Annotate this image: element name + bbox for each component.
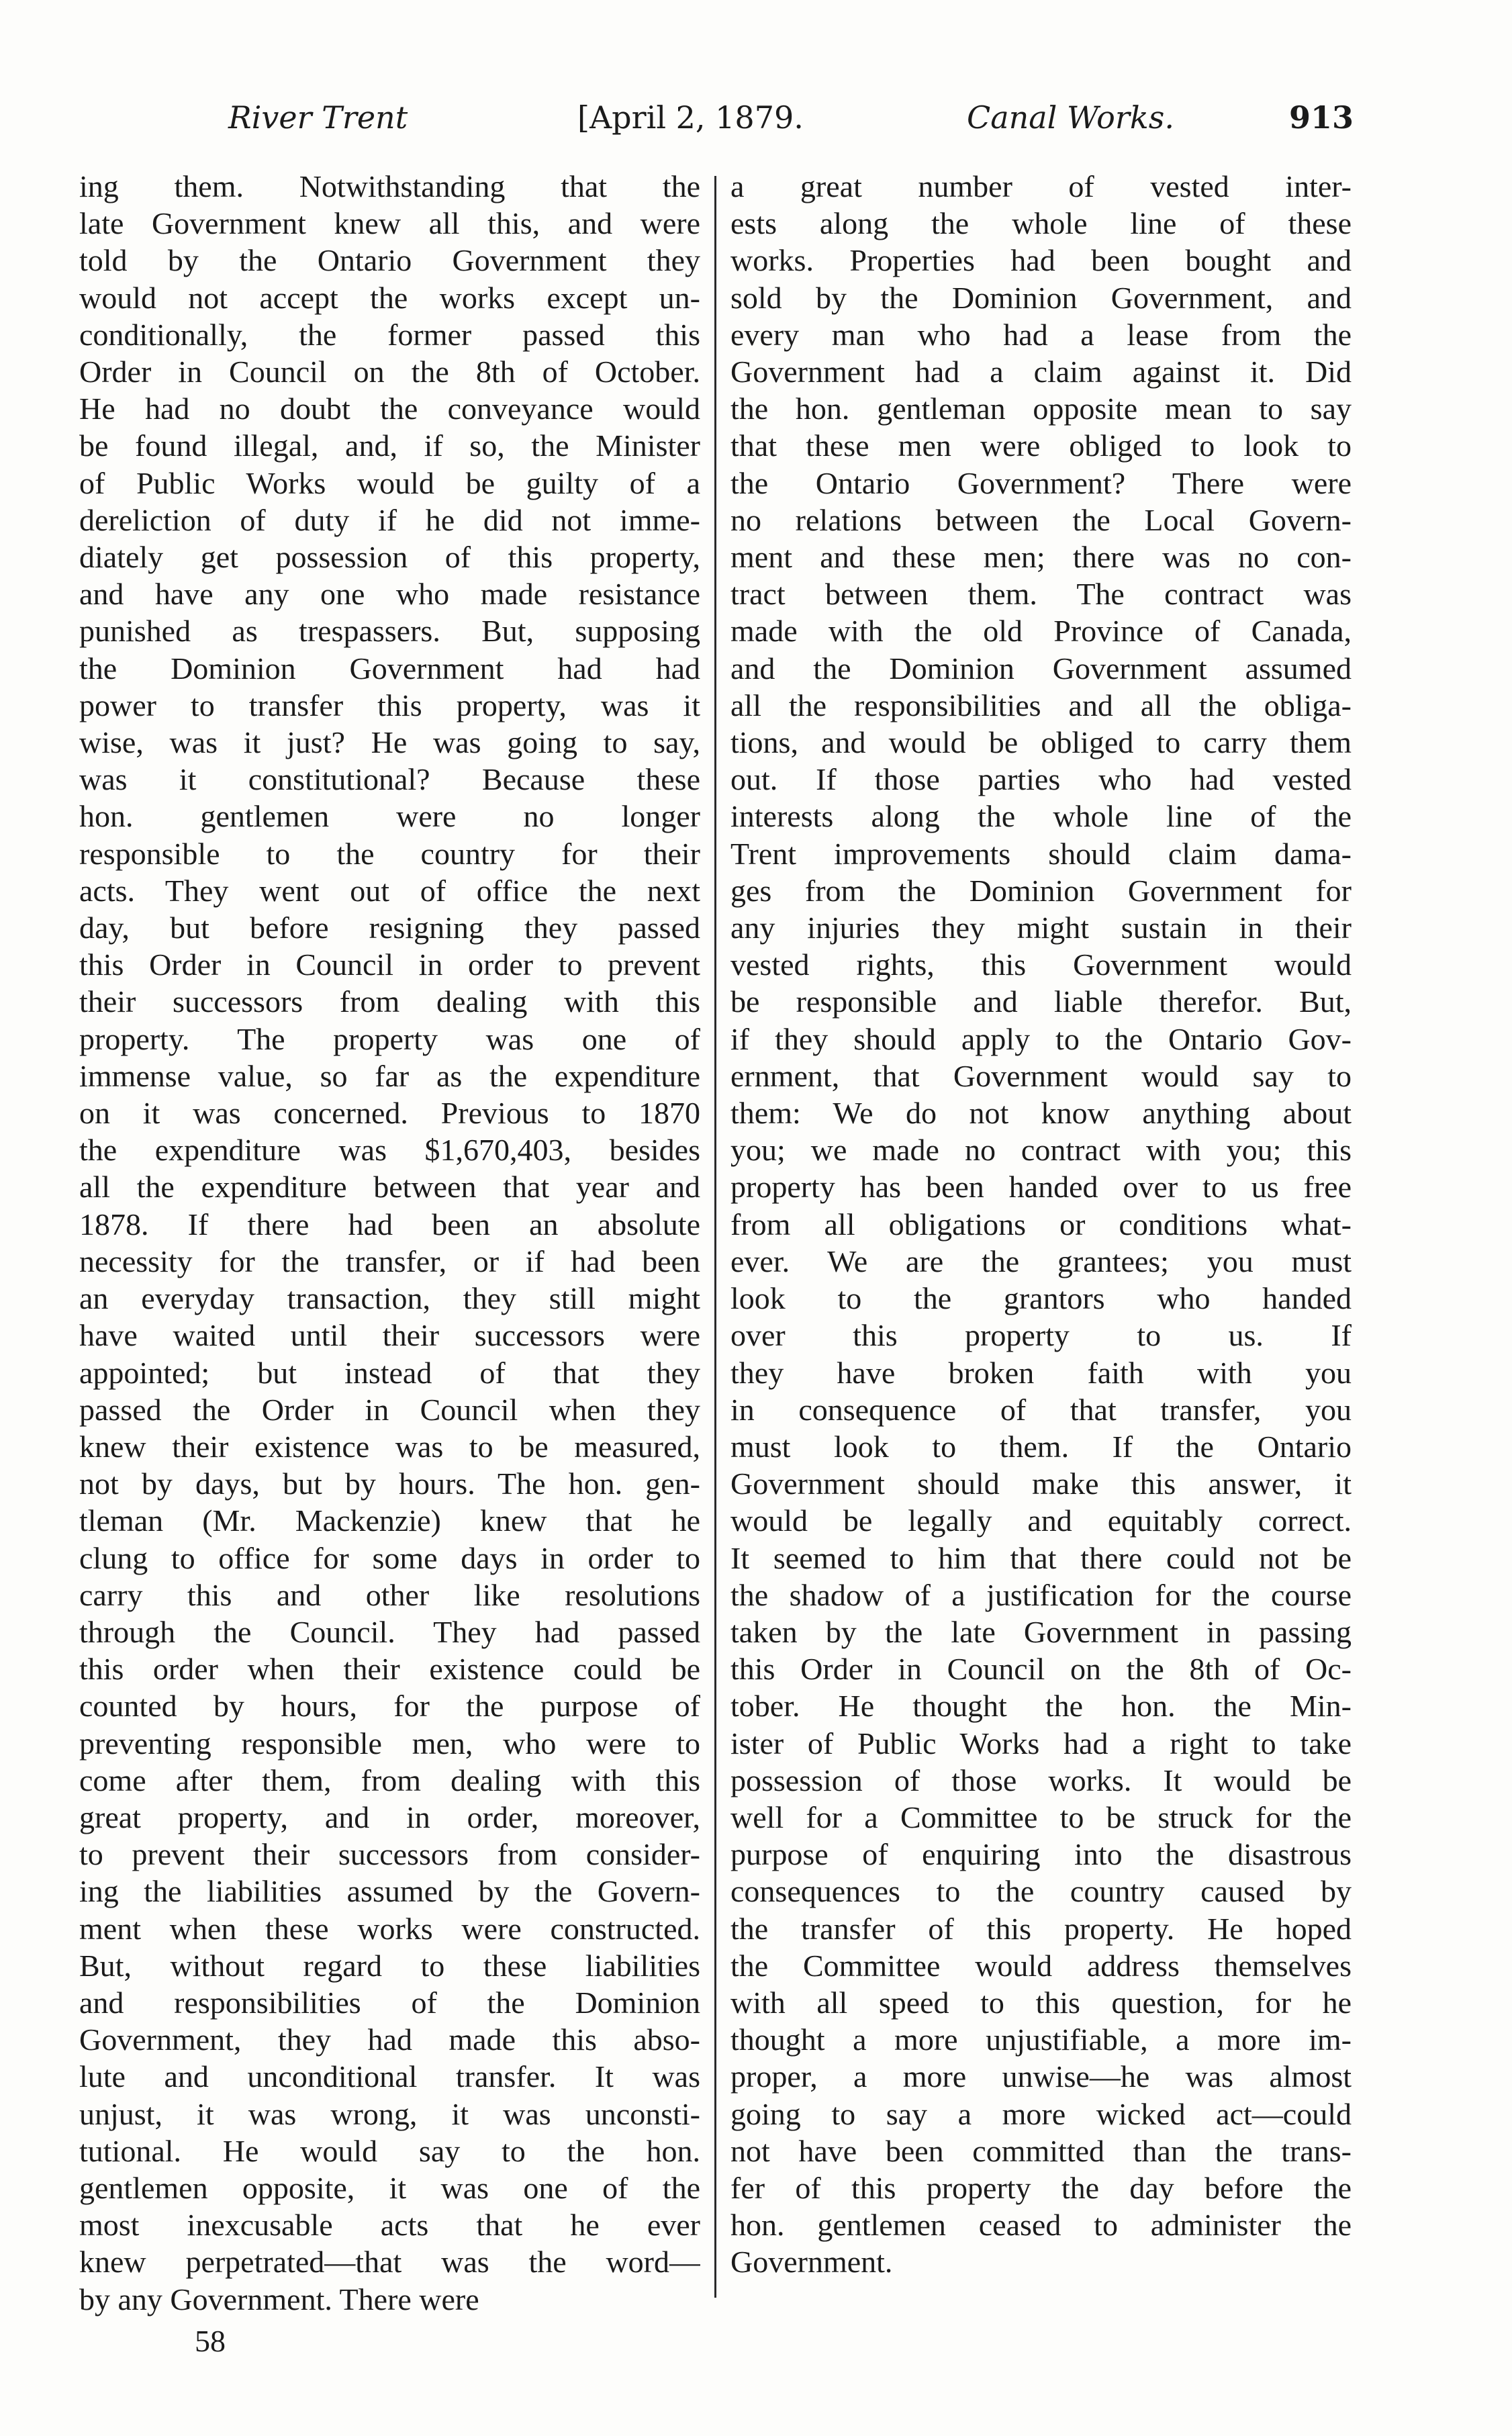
text-line: to prevent their successors from consider- bbox=[79, 1837, 700, 1872]
text-line: passed the Order in Council when they bbox=[79, 1392, 700, 1427]
text-line: responsible to the country for their bbox=[79, 836, 700, 871]
signature-folio-mark: 58 bbox=[195, 2324, 226, 2358]
text-line: ever. We are the grantees; you must bbox=[730, 1244, 1352, 1278]
text-line: But, without regard to these liabilities bbox=[79, 1948, 700, 1983]
text-line: their successors from dealing with this bbox=[79, 984, 700, 1019]
text-line: over this property to us. If bbox=[730, 1318, 1352, 1353]
text-line: necessity for the transfer, or if had been bbox=[79, 1244, 700, 1278]
text-line: the expenditure was $1,670,403, besides bbox=[79, 1133, 700, 1168]
text-line: the shadow of a justification for the course bbox=[730, 1577, 1352, 1612]
text-line: not by days, but by hours. The hon. gen- bbox=[79, 1466, 700, 1501]
text-line: have waited until their successors were bbox=[79, 1318, 700, 1353]
text-line: the hon. gentleman opposite mean to say bbox=[730, 391, 1352, 426]
text-line: would not accept the works except un- bbox=[79, 280, 700, 315]
text-line: conditionally, the former passed this bbox=[79, 317, 700, 352]
text-line: knew perpetrated—that was the word— bbox=[79, 2245, 700, 2280]
text-line: this order when their existence could be bbox=[79, 1652, 700, 1687]
page-number: 913 bbox=[1289, 99, 1354, 136]
text-line: ing the liabilities assumed by the Govern- bbox=[79, 1874, 700, 1909]
text-line: that these men were obliged to look to bbox=[730, 428, 1352, 463]
text-line: be responsible and liable therefor. But, bbox=[730, 984, 1352, 1019]
text-line: come after them, from dealing with this bbox=[79, 1763, 700, 1797]
text-line: clung to office for some days in order to bbox=[79, 1540, 700, 1575]
text-line: punished as trespassers. But, supposing bbox=[79, 614, 700, 649]
text-line: ernment, that Government would say to bbox=[730, 1058, 1352, 1093]
text-line: wise, was it just? He was going to say, bbox=[79, 725, 700, 760]
text-line: power to transfer this property, was it bbox=[79, 688, 700, 722]
text-line: in consequence of that transfer, you bbox=[730, 1392, 1352, 1427]
text-line: day, but before resigning they passed bbox=[79, 910, 700, 945]
column-divider-rule bbox=[714, 176, 716, 2298]
text-line: preventing responsible men, who were to bbox=[79, 1726, 700, 1761]
text-line: all the responsibilities and all the obliga- bbox=[730, 688, 1352, 722]
header-subject-left: River Trent bbox=[228, 99, 408, 136]
text-line: you; we made no contract with you; this bbox=[730, 1133, 1352, 1168]
text-line: property. The property was one of bbox=[79, 1021, 700, 1056]
text-line: any injuries they might sustain in their bbox=[730, 910, 1352, 945]
text-line: Government. bbox=[730, 2245, 893, 2280]
text-line: ests along the whole line of these bbox=[730, 206, 1352, 241]
text-line: no relations between the Local Govern- bbox=[730, 502, 1352, 537]
text-line: well for a Committee to be struck for the bbox=[730, 1799, 1352, 1834]
text-line: an everyday transaction, they still might bbox=[79, 1281, 700, 1316]
text-line: be found illegal, and, if so, the Minister bbox=[79, 428, 700, 463]
text-line: all the expenditure between that year and bbox=[79, 1170, 700, 1205]
text-line: and the Dominion Government assumed bbox=[730, 651, 1352, 686]
text-line: would be legally and equitably correct. bbox=[730, 1503, 1352, 1538]
text-line: counted by hours, for the purpose of bbox=[79, 1689, 700, 1724]
text-line: lute and unconditional transfer. It was bbox=[79, 2059, 700, 2094]
text-line: through the Council. They had passed bbox=[79, 1614, 700, 1649]
text-line: hon. gentlemen were no longer bbox=[79, 799, 700, 834]
text-line: property has been handed over to us free bbox=[730, 1170, 1352, 1205]
text-line: It seemed to him that there could not be bbox=[730, 1540, 1352, 1575]
text-line: the Dominion Government had had bbox=[79, 651, 700, 686]
text-line: dereliction of duty if he did not imme- bbox=[79, 502, 700, 537]
text-line: ing them. Notwithstanding that the bbox=[79, 169, 700, 203]
text-line: them: We do not know anything about bbox=[730, 1096, 1352, 1131]
text-line: tober. He thought the hon. the Min- bbox=[730, 1689, 1352, 1724]
text-line: and responsibilities of the Dominion bbox=[79, 1985, 700, 2020]
right-text-column bbox=[730, 168, 1352, 2281]
text-line: consequences to the country caused by bbox=[730, 1874, 1352, 1909]
text-line: the transfer of this property. He hoped bbox=[730, 1911, 1352, 1946]
text-line: on it was concerned. Previous to 1870 bbox=[79, 1096, 700, 1131]
text-line: Government had a claim against it. Did bbox=[730, 355, 1352, 389]
text-line: of Public Works would be guilty of a bbox=[79, 465, 700, 500]
text-line: from all obligations or conditions what- bbox=[730, 1207, 1352, 1242]
text-line: this Order in Council on the 8th of Oc- bbox=[730, 1652, 1352, 1687]
text-line: ment and these men; there was no con- bbox=[730, 540, 1352, 575]
text-line: ister of Public Works had a right to take bbox=[730, 1726, 1352, 1761]
text-line: Order in Council on the 8th of October. bbox=[79, 355, 700, 389]
text-line: fer of this property the day before the bbox=[730, 2170, 1352, 2205]
running-header bbox=[228, 94, 1354, 141]
text-line: knew their existence was to be measured, bbox=[79, 1429, 700, 1464]
text-line: great property, and in order, moreover, bbox=[79, 1799, 700, 1834]
text-line: by any Government. There were bbox=[79, 2282, 479, 2316]
text-line: interests along the whole line of the bbox=[730, 799, 1352, 834]
text-line: unjust, it was wrong, it was unconsti- bbox=[79, 2096, 700, 2131]
text-line: sold by the Dominion Government, and bbox=[730, 280, 1352, 315]
text-line: Government should make this answer, it bbox=[730, 1466, 1352, 1501]
text-line: proper, a more unwise—he was almost bbox=[730, 2059, 1352, 2094]
text-line: appointed; but instead of that they bbox=[79, 1355, 700, 1390]
text-line: this Order in Council in order to prevent bbox=[79, 947, 700, 982]
text-line: immense value, so far as the expenditure bbox=[79, 1058, 700, 1093]
text-line: most inexcusable acts that he ever bbox=[79, 2208, 700, 2243]
text-line: thought a more unjustifiable, a more im- bbox=[730, 2022, 1352, 2057]
text-line: Trent improvements should claim dama- bbox=[730, 836, 1352, 871]
text-line: late Government knew all this, and were bbox=[79, 206, 700, 241]
text-line: made with the old Province of Canada, bbox=[730, 614, 1352, 649]
text-line: must look to them. If the Ontario bbox=[730, 1429, 1352, 1464]
text-line: every man who had a lease from the bbox=[730, 317, 1352, 352]
text-line: tutional. He would say to the hon. bbox=[79, 2133, 700, 2168]
text-line: was it constitutional? Because these bbox=[79, 762, 700, 797]
text-line: tions, and would be obliged to carry them bbox=[730, 725, 1352, 760]
text-line: acts. They went out of office the next bbox=[79, 873, 700, 908]
text-line: the Committee would address themselves bbox=[730, 1948, 1352, 1983]
text-line: purpose of enquiring into the disastrous bbox=[730, 1837, 1352, 1872]
text-line: going to say a more wicked act—could bbox=[730, 2096, 1352, 2131]
text-line: vested rights, this Government would bbox=[730, 947, 1352, 982]
text-line: ment when these works were constructed. bbox=[79, 1911, 700, 1946]
text-line: tract between them. The contract was bbox=[730, 577, 1352, 612]
text-line: if they should apply to the Ontario Gov- bbox=[730, 1021, 1352, 1056]
text-line: they have broken faith with you bbox=[730, 1355, 1352, 1390]
text-line: taken by the late Government in passing bbox=[730, 1614, 1352, 1649]
text-line: diately get possession of this property, bbox=[79, 540, 700, 575]
text-line: and have any one who made resistance bbox=[79, 577, 700, 612]
text-line: Government, they had made this abso- bbox=[79, 2022, 700, 2057]
text-line: ges from the Dominion Government for bbox=[730, 873, 1352, 908]
text-line: gentlemen opposite, it was one of the bbox=[79, 2170, 700, 2205]
text-line: told by the Ontario Government they bbox=[79, 243, 700, 278]
text-line: the Ontario Government? There were bbox=[730, 465, 1352, 500]
text-line: a great number of vested inter- bbox=[730, 169, 1352, 203]
text-line: not have been committed than the trans- bbox=[730, 2133, 1352, 2168]
text-line: out. If those parties who had vested bbox=[730, 762, 1352, 797]
text-line: carry this and other like resolutions bbox=[79, 1577, 700, 1612]
text-line: He had no doubt the conveyance would bbox=[79, 391, 700, 426]
text-line: works. Properties had been bought and bbox=[730, 243, 1352, 278]
text-line: look to the grantors who handed bbox=[730, 1281, 1352, 1316]
text-line: hon. gentlemen ceased to administer the bbox=[730, 2208, 1352, 2243]
text-line: tleman (Mr. Mackenzie) knew that he bbox=[79, 1503, 700, 1538]
text-line: with all speed to this question, for he bbox=[730, 1985, 1352, 2020]
left-text-column bbox=[79, 168, 700, 2318]
text-line: possession of those works. It would be bbox=[730, 1763, 1352, 1797]
text-line: 1878. If there had been an absolute bbox=[79, 1207, 700, 1242]
header-date: [April 2, 1879. bbox=[577, 99, 804, 136]
header-subject-right: Canal Works. bbox=[967, 99, 1174, 136]
